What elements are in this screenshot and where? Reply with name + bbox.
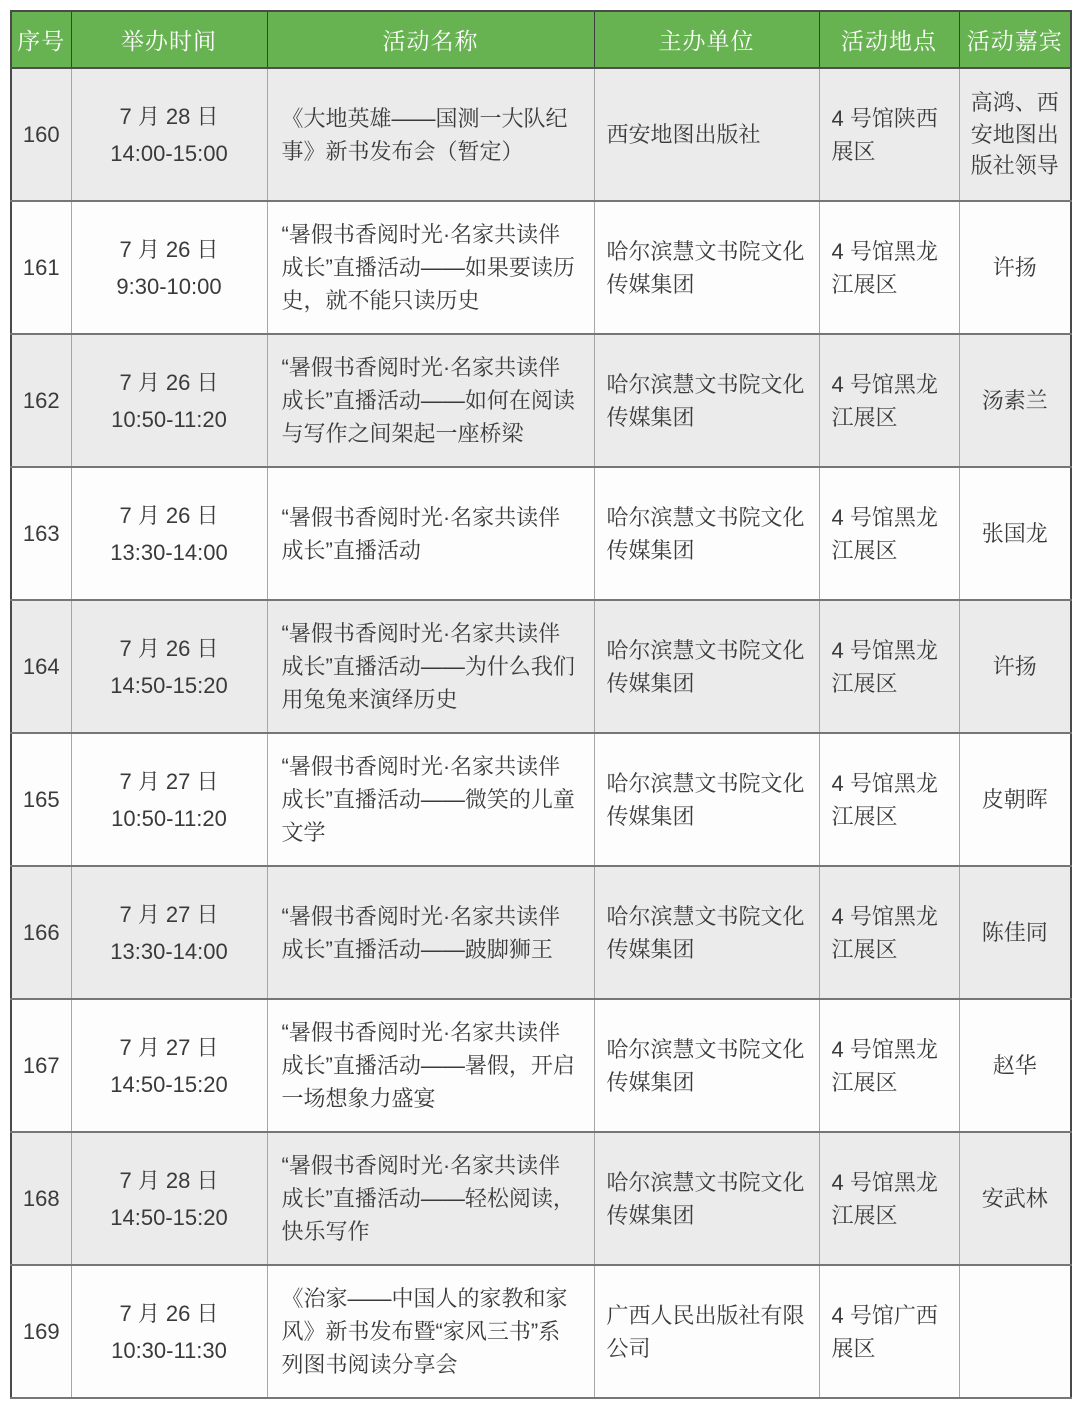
cell-activity-name: “暑假书香阅时光·名家共读伴成长”直播活动——暑假，开启一场想象力盛宴 (267, 999, 594, 1132)
cell-guest (959, 1265, 1071, 1398)
table-row (11, 467, 1071, 600)
event-time: 10:50-11:20 (111, 805, 227, 831)
event-date: 7 月 26 日 (119, 1300, 219, 1326)
cell-guest: 赵华 (959, 999, 1071, 1132)
cell-row-number: 164 (11, 600, 71, 733)
cell-location: 4 号馆黑龙江展区 (819, 999, 959, 1132)
cell-row-number: 161 (11, 201, 71, 334)
cell-row-number: 169 (11, 1265, 71, 1398)
cell-activity-name: “暑假书香阅时光·名家共读伴成长”直播活动——为什么我们用兔兔来演绎历史 (267, 600, 594, 733)
table-row (11, 600, 1071, 733)
cell-guest: 许扬 (959, 201, 1071, 334)
cell-location: 4 号馆黑龙江展区 (819, 600, 959, 733)
event-date: 7 月 26 日 (119, 236, 219, 262)
cell-location: 4 号馆黑龙江展区 (819, 201, 959, 334)
cell-organizer: 广西人民出版社有限公司 (594, 1265, 819, 1398)
event-date: 7 月 27 日 (119, 1034, 219, 1060)
header-row (11, 11, 1071, 68)
table-row (11, 68, 1071, 201)
cell-organizer: 哈尔滨慧文书院文化传媒集团 (594, 467, 819, 600)
cell-event-time (71, 201, 267, 334)
cell-location: 4 号馆黑龙江展区 (819, 467, 959, 600)
cell-organizer: 哈尔滨慧文书院文化传媒集团 (594, 334, 819, 467)
cell-event-time (71, 68, 267, 201)
cell-activity-name: 《大地英雄——国测一大队纪事》新书发布会（暂定） (267, 68, 594, 201)
cell-activity-name: 《治家——中国人的家教和家风》新书发布暨“家风三书”系列图书阅读分享会 (267, 1265, 594, 1398)
table-row (11, 733, 1071, 866)
cell-organizer: 哈尔滨慧文书院文化传媒集团 (594, 600, 819, 733)
col-header-time: 举办时间 (71, 11, 267, 68)
table-row (11, 999, 1071, 1132)
table-row (11, 1265, 1071, 1398)
col-header-number: 序号 (11, 11, 71, 68)
cell-row-number: 160 (11, 68, 71, 201)
events-table (10, 10, 1072, 1399)
cell-location: 4 号馆黑龙江展区 (819, 733, 959, 866)
cell-activity-name: “暑假书香阅时光·名家共读伴成长”直播活动——如果要读历史，就不能只读历史 (267, 201, 594, 334)
cell-organizer: 西安地图出版社 (594, 68, 819, 201)
cell-organizer: 哈尔滨慧文书院文化传媒集团 (594, 1132, 819, 1265)
table-row (11, 334, 1071, 467)
cell-event-time (71, 1132, 267, 1265)
cell-activity-name: “暑假书香阅时光·名家共读伴成长”直播活动——微笑的儿童文学 (267, 733, 594, 866)
cell-organizer: 哈尔滨慧文书院文化传媒集团 (594, 999, 819, 1132)
table-row (11, 201, 1071, 334)
col-header-location: 活动地点 (819, 11, 959, 68)
cell-guest: 张国龙 (959, 467, 1071, 600)
table-header (11, 11, 1071, 68)
cell-row-number: 165 (11, 733, 71, 866)
cell-event-time (71, 866, 267, 999)
cell-activity-name: “暑假书香阅时光·名家共读伴成长”直播活动 (267, 467, 594, 600)
cell-activity-name: “暑假书香阅时光·名家共读伴成长”直播活动——如何在阅读与写作之间架起一座桥梁 (267, 334, 594, 467)
event-time: 13:30-14:00 (110, 539, 228, 565)
cell-location: 4 号馆黑龙江展区 (819, 866, 959, 999)
cell-event-time (71, 999, 267, 1132)
event-time: 10:50-11:20 (111, 406, 227, 432)
cell-guest: 许扬 (959, 600, 1071, 733)
event-date: 7 月 28 日 (119, 103, 219, 129)
col-header-name: 活动名称 (267, 11, 594, 68)
cell-event-time (71, 467, 267, 600)
event-date: 7 月 26 日 (119, 502, 219, 528)
event-date: 7 月 27 日 (119, 901, 219, 927)
col-header-guest: 活动嘉宾 (959, 11, 1071, 68)
cell-event-time (71, 1265, 267, 1398)
cell-location: 4 号馆陕西展区 (819, 68, 959, 201)
event-date: 7 月 27 日 (119, 768, 219, 794)
cell-row-number: 167 (11, 999, 71, 1132)
table-row (11, 866, 1071, 999)
event-date: 7 月 26 日 (119, 369, 219, 395)
table-body (11, 68, 1071, 1398)
event-time: 14:50-15:20 (110, 672, 228, 698)
cell-organizer: 哈尔滨慧文书院文化传媒集团 (594, 866, 819, 999)
cell-event-time (71, 334, 267, 467)
cell-guest: 高鸿、西安地图出版社领导 (959, 68, 1071, 201)
col-header-organizer: 主办单位 (594, 11, 819, 68)
event-time: 10:30-11:30 (111, 1337, 227, 1363)
cell-guest: 皮朝晖 (959, 733, 1071, 866)
cell-location: 4 号馆黑龙江展区 (819, 1132, 959, 1265)
cell-row-number: 163 (11, 467, 71, 600)
cell-guest: 陈佳同 (959, 866, 1071, 999)
cell-row-number: 162 (11, 334, 71, 467)
cell-event-time (71, 733, 267, 866)
event-date: 7 月 26 日 (119, 635, 219, 661)
table-row (11, 1132, 1071, 1265)
cell-location: 4 号馆广西展区 (819, 1265, 959, 1398)
cell-event-time (71, 600, 267, 733)
event-time: 14:50-15:20 (110, 1204, 228, 1230)
event-time: 14:50-15:20 (110, 1071, 228, 1097)
cell-organizer: 哈尔滨慧文书院文化传媒集团 (594, 201, 819, 334)
event-date: 7 月 28 日 (119, 1167, 219, 1193)
cell-organizer: 哈尔滨慧文书院文化传媒集团 (594, 733, 819, 866)
cell-guest: 汤素兰 (959, 334, 1071, 467)
cell-row-number: 168 (11, 1132, 71, 1265)
cell-activity-name: “暑假书香阅时光·名家共读伴成长”直播活动——轻松阅读，快乐写作 (267, 1132, 594, 1265)
cell-activity-name: “暑假书香阅时光·名家共读伴成长”直播活动——跛脚狮王 (267, 866, 594, 999)
event-time: 13:30-14:00 (110, 938, 228, 964)
event-time: 9:30-10:00 (116, 273, 222, 299)
cell-row-number: 166 (11, 866, 71, 999)
cell-location: 4 号馆黑龙江展区 (819, 334, 959, 467)
event-time: 14:00-15:00 (110, 140, 228, 166)
cell-guest: 安武林 (959, 1132, 1071, 1265)
